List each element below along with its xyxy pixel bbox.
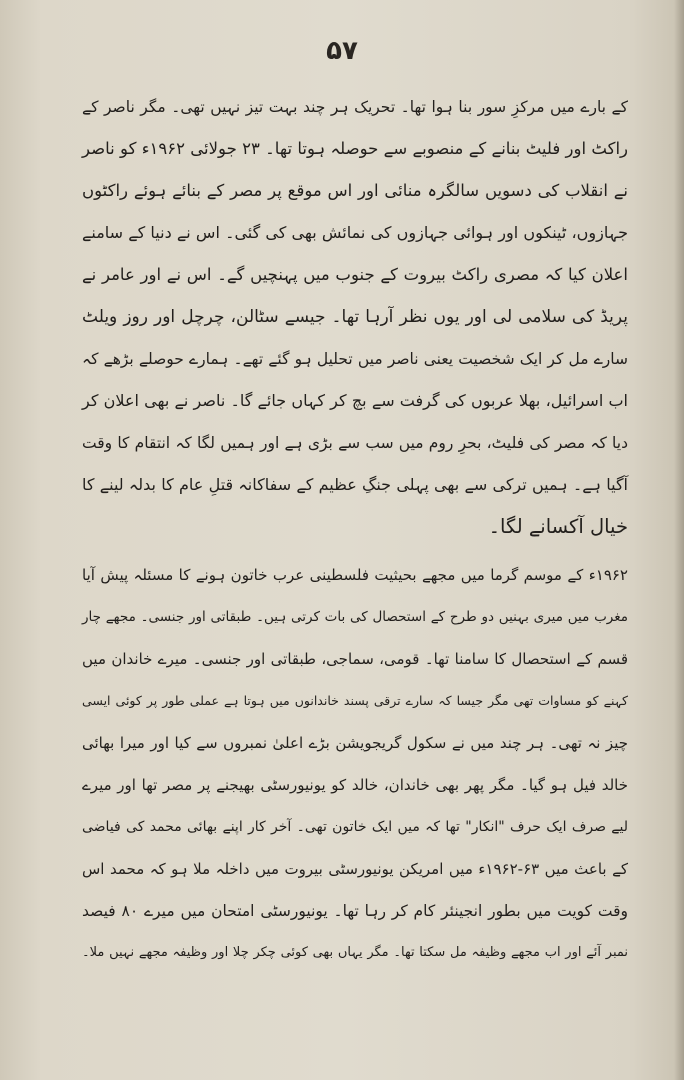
text-line: مغرب میں میری بہنیں دو طرح کے استحصال کی بات کرتی ہیں۔ طبقاتی اور جنسی۔ مجھے چار	[82, 609, 628, 625]
text-line: نمبر آئے اور اب مجھے وظیفہ مل سکتا تھا۔ مگر یہاں بھی کوئی چکر چلا اور وظیفہ مجھے نہیں ملا۔	[82, 945, 628, 960]
page-edge-shadow	[674, 0, 684, 1080]
text-line: چیز نہ تھی۔ ہر چند میں نے سکول گریجویشن بڑے اعلیٰ نمبروں سے کیا اور میرا بھائی	[82, 734, 628, 752]
text-line: آگیا ہے۔ ہمیں ترکی سے بھی پہلی جنگِ عظیم کے سفاکانہ قتلِ عام کا بدلہ لینے کا	[82, 475, 628, 494]
text-line: کے بارے میں مرکزِ سور بنا ہوا تھا۔ تحریک ہر چند بہت تیز نہیں تھی۔ مگر ناصر کے	[82, 98, 628, 116]
text-line: نے انقلاب کی دسویں سالگرہ منائی اور اس موقع پر مصر کے بنائے ہوئے راکٹوں	[82, 181, 628, 200]
text-line: خالد فیل ہو گیا۔ مگر پھر بھی خاندان، خالد کو یونیورسٹی بھیجنے پر مصر تھا اور میرے	[82, 776, 628, 794]
text-line: وقت کویت میں بطور انجینئر کام کر رہا تھا۔ یونیورسٹی امتحان میں میرے ۸۰ فیصد	[82, 902, 628, 920]
page-number: ۵۷	[326, 36, 358, 66]
text-line: اب اسرائیل، بھلا عربوں کی گرفت سے بچ کر کہاں جائے گا۔ ناصر نے بھی اعلان کر	[82, 391, 628, 410]
text-line: قسم کے استحصال کا سامنا تھا۔ قومی، سماجی، طبقاتی اور جنسی۔ میرے خاندان میں	[82, 650, 628, 668]
text-line: دیا کہ مصر کی فلیٹ، بحرِ روم میں سب سے بڑی ہے اور ہمیں لگا کہ انتقام کا وقت	[82, 434, 628, 452]
text-line: پریڈ کی سلامی لی اور یوں نظر آرہا تھا۔ جیسے سٹالن، چرچل اور روز ویلٹ	[82, 307, 628, 327]
text-line: سارے مل کر ایک شخصیت یعنی ناصر میں تحلیل ہو گئے تھے۔ ہمارے حوصلے بڑھے کہ	[82, 350, 628, 368]
text-line: کے باعث میں ۶۳-۱۹۶۲ء میں امریکن یونیورسٹی بیروت میں داخلہ ملا ہو کہ محمد اس	[82, 860, 628, 878]
text-line: لیے صرف ایک حرف "انکار" تھا کہ میں ایک خاتون تھی۔ آخر کار اپنے بھائی محمد کی فیاضی	[82, 819, 628, 835]
text-line: کہنے کو مساوات تھی مگر جیسا کہ سارے ترقی پسند خاندانوں میں ہوتا ہے عملی طور پر کوئی ایسی	[82, 693, 628, 708]
text-line: خیال آکسانے لگا۔	[488, 515, 628, 538]
text-line: ۱۹۶۲ء کے موسم گرما میں مجھے بحیثیت فلسطینی عرب خاتون ہونے کا مسئلہ پیش آیا	[82, 566, 628, 584]
text-line: اعلان کیا کہ مصری راکٹ بیروت کے جنوب میں پہنچیں گے۔ اس نے اور عامر نے	[82, 265, 628, 284]
text-line: جہازوں، ٹینکوں اور ہوائی جہازوں کی نمائش بھی کی گئی۔ اس نے دنیا کے سامنے	[82, 223, 628, 242]
text-line: راکٹ اور فلیٹ بنانے کے منصوبے سے حوصلہ ہوتا تھا۔ ۲۳ جولائی ۱۹۶۲ء کو ناصر	[82, 139, 629, 158]
